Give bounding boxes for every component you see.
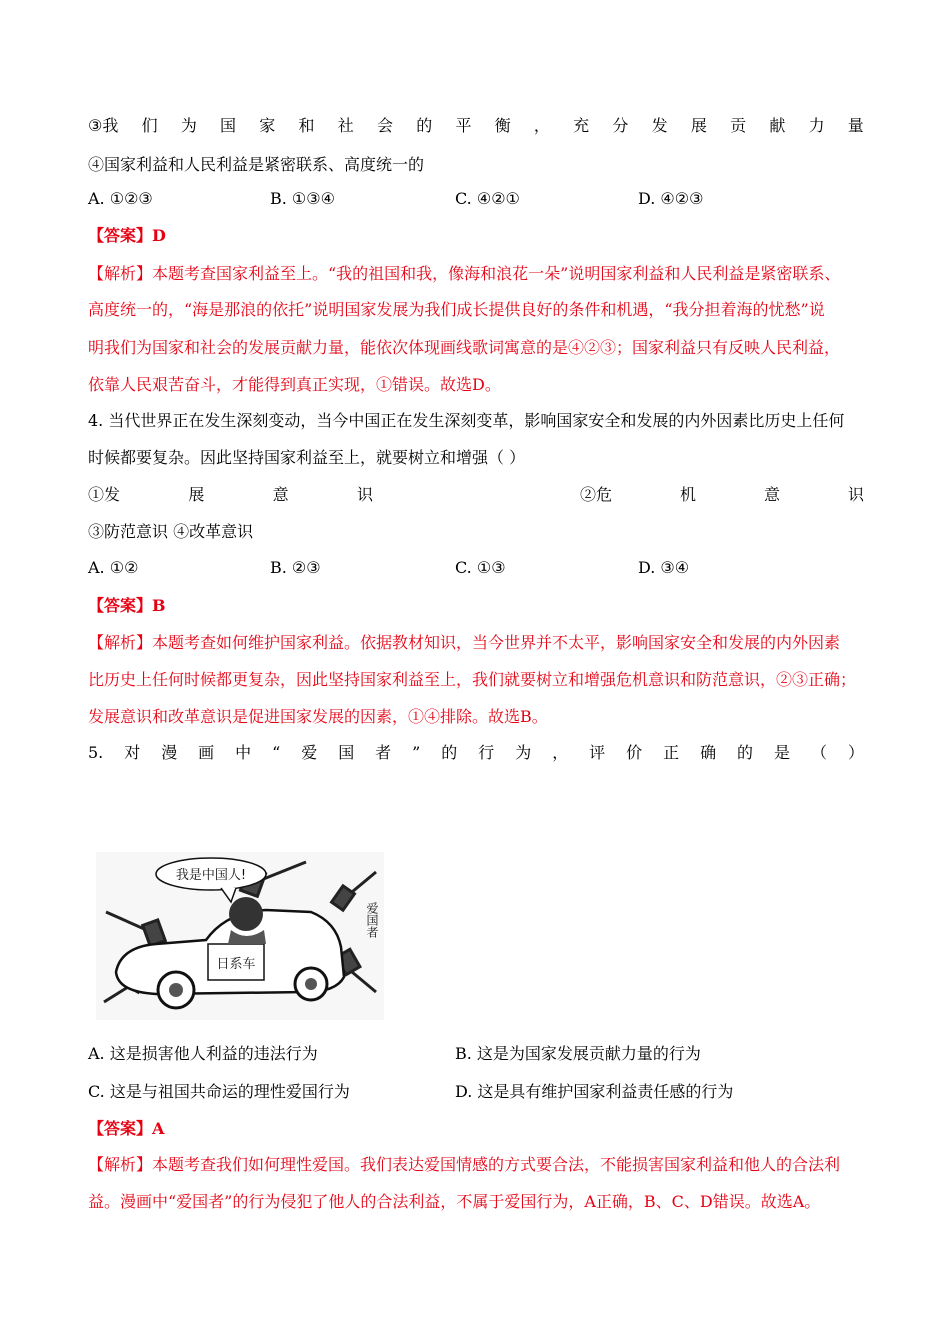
- q5-stem-char: “: [272, 743, 281, 762]
- q5-stem-char: 对: [124, 743, 141, 762]
- q4-item1-char: ①发: [88, 485, 121, 504]
- speech-bubble-text: 我是中国人!: [175, 868, 247, 883]
- q3-analysis-line: 高度统一的，“海是那浪的依托”说明国家发展为我们成长提供良好的条件和机遇，“我分担着海的忧愁”说: [88, 300, 825, 319]
- q3-item3-char: 贡: [730, 116, 747, 135]
- q5-stem-char: 是: [774, 743, 791, 762]
- q4-analysis-line: 发展意识和改革意识是促进国家发展的因素，①④排除。故选B。: [88, 707, 548, 726]
- q3-item3-char: 平: [455, 116, 472, 135]
- q3-item3-char: 会: [376, 116, 393, 135]
- q3-option-a: A. ①②③: [88, 189, 153, 208]
- q5-stem-char: 国: [338, 743, 355, 762]
- q4-item2-char: 机: [679, 485, 696, 504]
- q3-item3-char: 的: [416, 116, 433, 135]
- q3-item3-char: 分: [612, 116, 629, 135]
- q3-item3: [88, 116, 864, 136]
- q4-option-c: C. ①③: [455, 558, 506, 577]
- q5-stem-char: 评: [589, 743, 606, 762]
- q4-option-a: A. ①②: [88, 558, 139, 577]
- q4-stem-line: 4. 当代世界正在发生深刻变动，当今中国正在发生深刻变革，影响国家安全和发展的内外因素比历史上任何: [88, 411, 845, 430]
- q3-item3-char: 衡: [494, 116, 511, 135]
- q5-stem-char: 爱: [301, 743, 318, 762]
- q3-item3-char: ，: [533, 116, 550, 135]
- car-wheel-hub: [169, 983, 183, 997]
- q3-item3-char: 发: [651, 116, 668, 135]
- q5-option-a: A. 这是损害他人利益的违法行为: [88, 1044, 318, 1063]
- q5-stem-char: 正: [663, 743, 680, 762]
- q4-item2-char: 识: [847, 485, 864, 504]
- q4-analysis-line: 【解析】本题考查如何维护国家利益。依据教材知识，当今世界并不太平，影响国家安全和发展的内外因素: [88, 633, 841, 652]
- q3-item3-char: 家: [259, 116, 276, 135]
- q5-stem-char: 确: [700, 743, 717, 762]
- q4-item1: [88, 485, 373, 505]
- q3-item3-char: 献: [769, 116, 786, 135]
- q4-stem-line: 时候都要复杂。因此坚持国家利益至上，就要树立和增强（ ）: [88, 448, 526, 467]
- q5-stem-char: 画: [198, 743, 215, 762]
- q5-stem-char: 为: [515, 743, 532, 762]
- q5-stem-char: 者: [375, 743, 392, 762]
- q5-stem-char: （: [810, 743, 827, 762]
- q3-item3-char: 们: [141, 116, 158, 135]
- cartoon-image: [96, 852, 384, 1020]
- q3-analysis-line: 明我们为国家和社会的发展贡献力量，能依次体现画线歌词寓意的是④②③；国家利益只有反映人民利益，: [88, 338, 841, 357]
- q5-option-d: D. 这是具有维护国家利益责任感的行为: [455, 1082, 734, 1101]
- q3-item3-char: 力: [808, 116, 825, 135]
- q5-stem-char: 5.: [88, 743, 104, 762]
- q4-item2: [580, 485, 864, 505]
- q3-option-c: C. ④②①: [455, 189, 520, 208]
- q3-option-b: B. ①③④: [270, 189, 335, 208]
- q5-stem-char: ”: [412, 743, 421, 762]
- q4-option-b: B. ②③: [270, 558, 321, 577]
- car-label: 日系车: [216, 957, 256, 972]
- q5-stem-char: 行: [478, 743, 495, 762]
- q5-stem-char: ，: [552, 743, 569, 762]
- q3-item3-char: 展: [690, 116, 707, 135]
- q4-option-d: D. ③④: [638, 558, 690, 577]
- q4-item1-char: 展: [188, 485, 205, 504]
- q5-stem-char: 中: [235, 743, 252, 762]
- q3-item3-char: 充: [573, 116, 590, 135]
- q3-item3-char: 为: [180, 116, 197, 135]
- person-head: [229, 897, 263, 931]
- car-wheel-hub: [305, 978, 317, 990]
- q3-item3-char: 我: [102, 116, 119, 135]
- q3-item3-marker: ③: [88, 116, 103, 135]
- q5-option-b: B. 这是为国家发展贡献力量的行为: [455, 1044, 701, 1063]
- q4-item1-char: 意: [272, 485, 289, 504]
- q5-stem-char: 的: [737, 743, 754, 762]
- q3-item3-char: 国: [220, 116, 237, 135]
- q5-stem-char: 价: [626, 743, 643, 762]
- q4-items-3-4: ③防范意识 ④改革意识: [88, 522, 254, 541]
- q5-answer: 【答案】A: [88, 1119, 165, 1138]
- q3-item3-char: 量: [847, 116, 864, 135]
- q3-item3-first: [88, 116, 118, 136]
- q4-item2-char: ②危: [580, 485, 613, 504]
- q3-option-d: D. ④②③: [638, 189, 704, 208]
- q3-analysis-line: 【解析】本题考查国家利益至上。“我的祖国和我，像海和浪花一朵”说明国家利益和人民利益是紧密联系、: [88, 264, 841, 283]
- q5-stem-char: ）: [847, 743, 864, 762]
- q3-answer: 【答案】D: [88, 226, 166, 245]
- q5-stem: [88, 743, 864, 763]
- q4-analysis-line: 比历史上任何时候都更复杂，因此坚持国家利益至上，我们就要树立和增强危机意识和防范意识，②③正确；: [88, 670, 857, 689]
- q4-item1-char: 识: [356, 485, 373, 504]
- q5-analysis-line: 【解析】本题考查我们如何理性爱国。我们表达爱国情感的方式要合法，不能损害国家利益和他人的合法利: [88, 1155, 841, 1174]
- q3-item3-char: 和: [298, 116, 315, 135]
- q3-item4: ④国家利益和人民利益是紧密联系、高度统一的: [88, 155, 425, 174]
- q3-item3-char: 社: [337, 116, 354, 135]
- side-label: 爱国者: [365, 902, 379, 938]
- q5-stem-char: 的: [441, 743, 458, 762]
- q5-stem-char: 漫: [161, 743, 178, 762]
- q5-option-c: C. 这是与祖国共命运的理性爱国行为: [88, 1082, 350, 1101]
- q3-analysis-line: 依靠人民艰苦奋斗，才能得到真正实现，①错误。故选D。: [88, 375, 501, 394]
- q4-answer: 【答案】B: [88, 596, 166, 615]
- q4-item2-char: 意: [763, 485, 780, 504]
- q5-analysis-line: 益。漫画中“爱国者”的行为侵犯了他人的合法利益，不属于爱国行为，A正确，B、C、D错误。故选A。: [88, 1192, 821, 1211]
